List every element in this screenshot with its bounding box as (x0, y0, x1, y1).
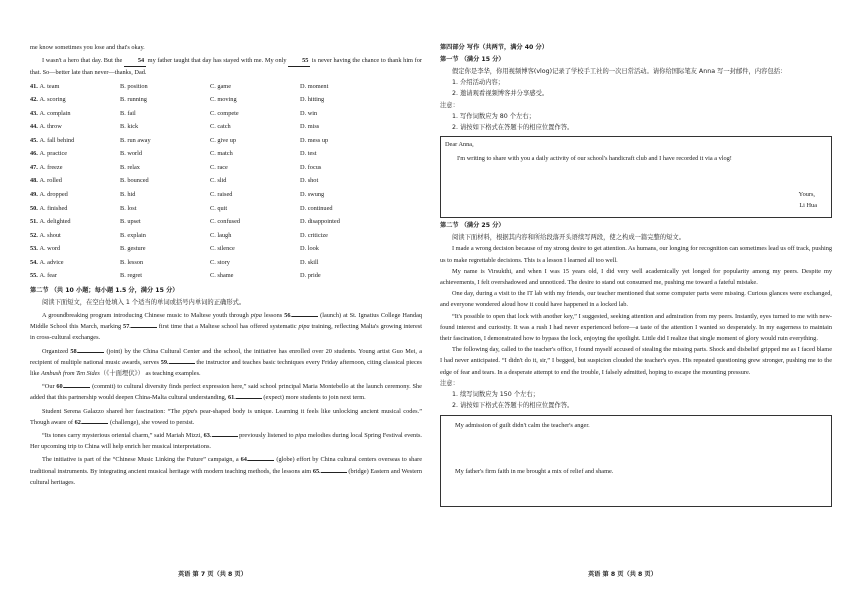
option-cell[interactable]: D. criticize (300, 231, 328, 239)
section-2-heading: 第二节 （共 10 小题；每小题 1.5 分，满分 15 分） (30, 286, 179, 294)
option-cell[interactable]: C. game (210, 82, 231, 90)
option-cell[interactable]: D. disappointed (300, 218, 340, 226)
option-cell[interactable]: D. test (300, 150, 317, 158)
option-cell[interactable]: 41. A. team (30, 82, 60, 90)
letter-greeting: Dear Anna, (445, 141, 474, 149)
option-cell[interactable]: D. mess up (300, 136, 329, 144)
writing-section-1-heading: 第一节 （满分 15 分） (440, 56, 505, 63)
list-item: 1. 续写词数应为 150 个左右； (452, 391, 540, 399)
option-row (30, 120, 422, 134)
option-cell[interactable]: B. run away (120, 136, 151, 144)
story-text (440, 243, 832, 377)
question-number: 49. (30, 190, 40, 198)
blank-59[interactable] (169, 363, 195, 364)
question-number: 46. (30, 150, 40, 158)
letter-opening: I'm writing to share with you a daily activity of our school's handicraft club and I have recorded it via a vlog! (457, 155, 732, 163)
option-cell[interactable]: B. upset (120, 218, 141, 226)
option-cell[interactable]: C. confused (210, 218, 241, 226)
blank-63[interactable] (212, 436, 238, 437)
list-item: One day, during a visit to the IT lab with my friends, our teacher mentioned that some computer parts were missing. Curious glances were exchanged, and everyone wondered aloud how it could have happened in a locked lab. (440, 290, 832, 309)
writing-section-2-heading: 第二节 （满分 25 分） (440, 222, 505, 230)
option-cell[interactable]: B. lost (120, 204, 137, 212)
passage-paragraph-5: “Its tones carry mysterious oriental charm,” said Mariah Mizzi, 63. previously listened to pipa melodies during local Spring Festival events. Her upcoming trip to China will help enrich her musical interpretations. (30, 432, 422, 451)
option-cell[interactable]: 51. A. delighted (30, 218, 71, 226)
question-number: 44. (30, 123, 40, 131)
option-row (30, 188, 422, 202)
option-cell[interactable]: 50. A. finished (30, 204, 68, 212)
task-1-prompt: 假定你是李华，你用视频博客(vlog)记录了学校手工社的一次日常活动。请你给国际笔友 Anna 写一封邮件，内容包括： (452, 68, 787, 75)
option-cell[interactable]: B. bounced (120, 177, 149, 185)
option-cell[interactable]: B. lesson (120, 258, 144, 266)
list-item: 2. 请按如下格式在答题卡的相应位置作答。 (452, 402, 574, 410)
option-cell[interactable]: C. compete (210, 109, 239, 117)
question-number: 52. (30, 231, 40, 239)
option-row (30, 174, 422, 188)
option-row (30, 269, 422, 283)
question-number: 47. (30, 163, 40, 171)
passage-paragraph-3: “Our 60. (commit) to cultural diversity finds perfect expression here,” said school principal Maria Montebello at the launch ceremony. She added that this partnership would deepen China-Malta cultural understanding, 61. (expect) more students to join next term. (30, 383, 422, 402)
page-8 (440, 0, 832, 592)
option-cell[interactable]: 45. A. fall behind (30, 136, 75, 144)
option-cell[interactable]: B. hid (120, 190, 136, 198)
option-row (30, 80, 422, 94)
option-cell[interactable]: 52. A. shout (30, 231, 61, 239)
option-cell[interactable]: D. pride (300, 272, 321, 280)
blank-61[interactable] (236, 398, 262, 399)
blank-62[interactable] (82, 423, 108, 424)
option-row (30, 107, 422, 121)
option-row (30, 229, 422, 243)
option-cell[interactable]: C. story (210, 258, 230, 266)
option-cell[interactable]: C. laugh (210, 231, 232, 239)
option-cell[interactable]: B. position (120, 82, 148, 90)
option-cell[interactable]: C. shame (210, 272, 234, 280)
option-cell[interactable]: D. swung (300, 190, 325, 198)
question-number: 55. (30, 272, 40, 280)
passage-paragraph-4: Student Serena Galazzo shared her fascination: “The pipa's pear-shaped body is unique. Learning it feels like unlocking ancient musical codes.” Though aware of 62. (challenge), she vowed to persist. (30, 407, 422, 426)
option-cell[interactable]: C. quit (210, 204, 228, 212)
option-cell[interactable]: C. silence (210, 245, 235, 253)
task-1-notes (440, 111, 832, 133)
option-cell[interactable]: 54. A. advice (30, 258, 64, 266)
option-cell[interactable]: C. catch (210, 123, 231, 131)
task-2-notes (440, 389, 832, 411)
option-cell[interactable]: 49. A. dropped (30, 190, 68, 198)
question-number: 50. (30, 204, 40, 212)
passage-paragraph-6: The initiative is part of the “Chinese Music Linking the Future” campaign, a 64. (globe) effort by China cultural centers overseas to share traditional instruments. By integrating ancient musical heritage with modern teaching methods, the lessons aim 65. (bridge) Eastern and Western cultural heritages. (30, 456, 423, 486)
option-row (30, 134, 422, 148)
option-cell[interactable]: 46. A. practice (30, 150, 68, 158)
list-item: “It's possible to open that lock with another key,” I suggested, seeking attention and admiration from my peers. Instantly, eyes turned to me with new-found interest and curiosity. It was a rush I had never experienced before—a taste of the attention I wanted so desperately. In my eagerness to maintain their fascination, I demonstrated how to bypass the lock, enjoying the spotlight. Little did I realize that single moment of glory would ruin everything. (440, 312, 832, 343)
option-cell[interactable]: D. moment (300, 82, 329, 90)
option-cell[interactable]: B. explain (120, 231, 146, 239)
option-cell[interactable]: D. hitting (300, 96, 325, 104)
continuation-answer-box[interactable] (440, 415, 832, 507)
question-number: 53. (30, 245, 40, 253)
lead-in-text: me know sometimes you lose and that's okay. (30, 44, 145, 51)
option-cell[interactable]: D. shot (300, 177, 319, 185)
task-1-items (440, 77, 832, 99)
question-number: 45. (30, 136, 40, 144)
option-cell[interactable]: 43. A. complain (30, 109, 71, 117)
option-cell[interactable]: C. moving (210, 96, 237, 104)
option-cell[interactable]: B. regret (120, 272, 143, 280)
task-2-prompt: 阅读下面材料，根据其内容和所给段落开头语续写两段，使之构成一篇完整的短文。 (452, 234, 685, 242)
question-number: 48. (30, 177, 40, 185)
letter-signature: Li Hua (799, 202, 817, 210)
option-cell[interactable]: 47. A. freeze (30, 163, 63, 171)
note-label-2: 注意： (440, 379, 459, 387)
letter-closing: Yours, (798, 191, 815, 199)
option-cell[interactable]: D. miss (300, 123, 320, 131)
option-cell[interactable]: C. race (210, 163, 228, 171)
blank-65[interactable] (321, 472, 347, 473)
question-number: 42. (30, 96, 40, 104)
option-row (30, 93, 422, 107)
option-cell[interactable]: B. fail (120, 109, 136, 117)
question-number: 51. (30, 218, 40, 226)
blank-57[interactable] (131, 327, 157, 328)
blank-58[interactable] (78, 352, 104, 353)
list-item: The following day, called to the teacher's office, I found myself accused of stealing the missing parts. Shock and disbelief gripped me as I faced blame I had never anticipated. “I didn't do it, sir,” I begged, but suspicion clouded the teacher's eyes. His repeated questioning grew stronger, pushing me to the edge of fear and tears. In a desperate attempt to end the trouble, I falsely admitted, hoping to escape the mounting pressure. (440, 346, 832, 376)
section-2-instructions: 阅读下面短文，在空白处填入 1 个适当的单词或括号内单词的正确形式。 (42, 298, 246, 306)
blank-60[interactable] (64, 387, 90, 388)
option-cell[interactable]: B. relax (120, 163, 140, 171)
list-item: 2. 请按如下格式在答题卡的相应位置作答。 (452, 124, 574, 132)
list-item: I made a wrong decision because of my strong desire to get attention. As humans, our longing for recognition can sometimes lead us off track, pushing us to make regrettable decisions. This is a lesson I learned all too well. (440, 245, 832, 264)
option-cell[interactable]: 44. A. throw (30, 123, 62, 131)
list-item: My name is Virsukthi, and when I was 15 years old, I did very well academically yet longed for popularity among my peers. Despite my achievements, I felt overshadowed and unnoticed. The desire to stand out consumed me, pushing me toward a fateful mistake. (440, 267, 832, 287)
option-row (30, 215, 422, 229)
part-4-heading: 第四部分 写作（共两节，满分 40 分） (440, 44, 548, 51)
option-cell[interactable]: C. slid (210, 177, 227, 185)
option-cell[interactable]: 53. A. word (30, 245, 61, 253)
question-number: 43. (30, 109, 40, 117)
option-cell[interactable]: D. win (300, 109, 318, 117)
note-label: 注意： (440, 101, 459, 109)
page-footer: 英语 第 7 页（共 8 页） (178, 571, 247, 578)
option-cell[interactable]: B. kick (120, 123, 139, 131)
option-row (30, 147, 422, 161)
list-item: 1. 介绍活动内容； (452, 79, 505, 87)
option-row (30, 202, 422, 216)
option-row (30, 161, 422, 175)
blank-56[interactable] (292, 316, 318, 317)
option-cell[interactable]: D. continued (300, 204, 333, 212)
option-cell[interactable]: D. focus (300, 163, 322, 171)
option-cell[interactable]: D. look (300, 245, 319, 253)
list-item: 2. 邀请观看视频博客并分享感受。 (452, 90, 549, 98)
passage-paragraph-2: Organized 58. (joint) by the China Cultural Center and the school, the initiative has enrolled over 20 students. Young artist Guo Mei, a recipient of multiple national music awards, serves 59. the instructor and teaches basic techniques every Friday afternoon, citing classical pieces like Ambush from Ten Sides（《十面埋伏》） as teaching examples. (30, 347, 423, 378)
option-cell[interactable]: B. gesture (120, 245, 146, 253)
question-number: 54. (30, 258, 40, 266)
paragraph-1-opening: My admission of guilt didn't calm the teacher's anger. (455, 422, 590, 430)
option-cell[interactable]: C. raised (210, 190, 233, 198)
option-row (30, 242, 422, 256)
option-cell[interactable]: D. skill (300, 258, 319, 266)
blank-54[interactable]: 54 (124, 55, 146, 67)
passage-paragraph-1: A groundbreaking program introducing Chinese music to Maltese youth through pipa lessons 56. (launch) at St. Ignatius College Handaq Middle School this March, marking 57. first time that a Maltese school has offered systematic pipa training, reflecting Malta's growing interest in cross-cultural exchanges. (30, 312, 423, 342)
page-7 (30, 0, 422, 592)
option-row (30, 256, 422, 270)
cloze-final-paragraph: I wasn't a hero that day. But the 54 my father taught that day has stayed with me. My only 55 is never having the chance to thank him for that. So—better late than never—thanks, Dad. (30, 57, 422, 77)
option-cell[interactable]: C. give up (210, 136, 237, 144)
option-cell[interactable]: B. running (120, 96, 147, 104)
paragraph-2-opening: My father's firm faith in me brought a mix of relief and shame. (455, 468, 614, 476)
option-cell[interactable]: 55. A. fear (30, 272, 57, 280)
blank-64[interactable] (248, 460, 274, 461)
list-item: 1. 写作词数应为 80 个左右； (452, 112, 535, 120)
blank-55[interactable]: 55 (288, 55, 310, 67)
option-cell[interactable]: 48. A. rolled (30, 177, 62, 185)
option-cell[interactable]: 42. A. scoring (30, 96, 66, 104)
question-number: 41. (30, 82, 40, 90)
option-cell[interactable]: B. world (120, 150, 143, 158)
option-cell[interactable]: C. match (210, 150, 233, 158)
letter-answer-box[interactable] (440, 136, 832, 218)
page-footer: 英语 第 8 页（共 8 页） (588, 571, 657, 578)
options-table (30, 80, 422, 283)
